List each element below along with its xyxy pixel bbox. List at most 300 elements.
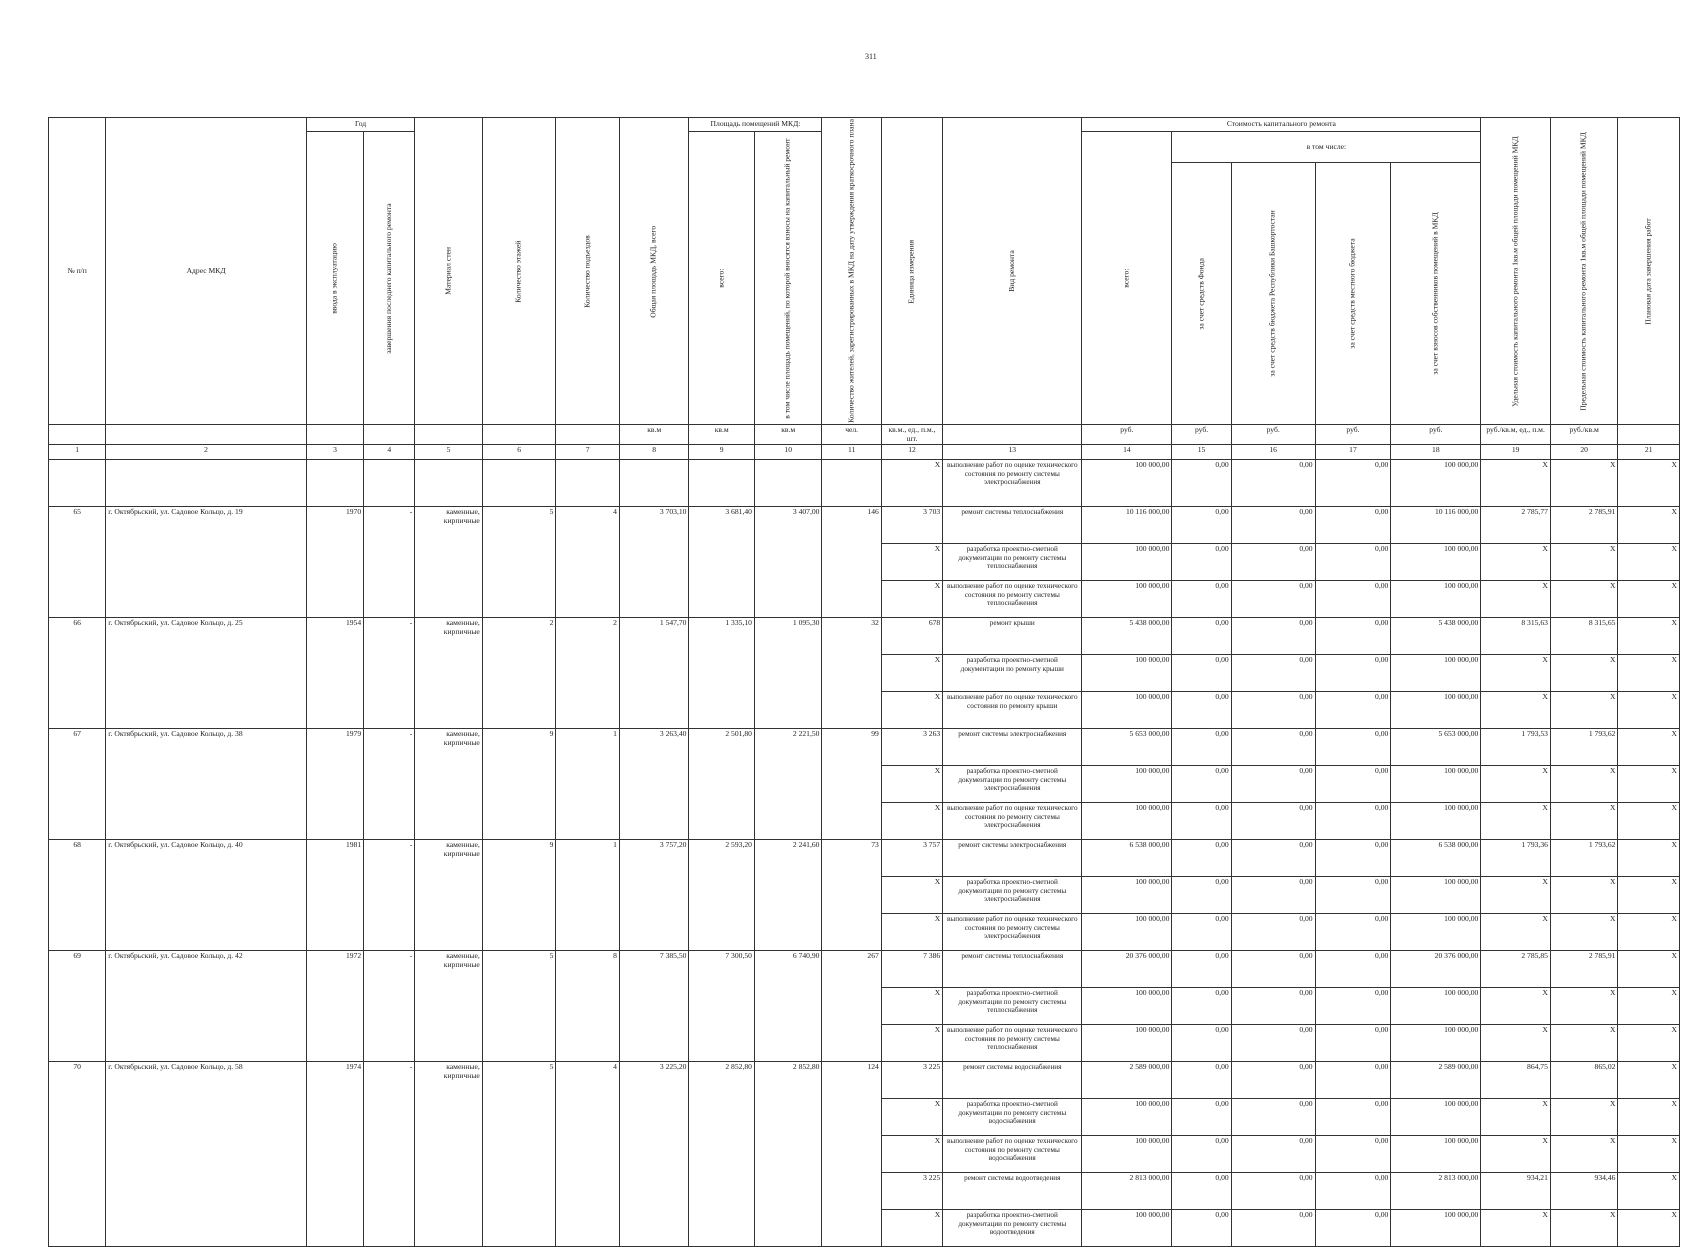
premises-area: 7 300,50 [689, 951, 754, 1062]
work-type: разработка проектно-сметной документации по ремонту системы электроснабжения [943, 766, 1082, 803]
column-number: 4 [364, 445, 415, 460]
cost-date: X [1618, 951, 1680, 988]
cost-rep: 0,00 [1231, 1099, 1315, 1136]
cost-lc: X [1550, 877, 1618, 914]
residents-count: 124 [822, 1062, 881, 1247]
work-quantity: X [881, 914, 942, 951]
cost-fund: 0,00 [1172, 1062, 1231, 1099]
row-number: 70 [49, 1062, 106, 1247]
cost-rep: 0,00 [1231, 1025, 1315, 1062]
cost-own: 100 000,00 [1391, 581, 1481, 618]
cost-fund: 0,00 [1172, 1099, 1231, 1136]
cost-total: 6 538 000,00 [1082, 840, 1172, 877]
cost-lc: 2 785,91 [1550, 507, 1618, 544]
cost-own: 100 000,00 [1391, 544, 1481, 581]
column-number: 5 [415, 445, 483, 460]
column-number: 13 [943, 445, 1082, 460]
wall-material: каменные, кирпичные [415, 840, 483, 951]
cost-fund: 0,00 [1172, 507, 1231, 544]
work-type: выполнение работ по оценке технического состояния по ремонту системы электроснабжения [943, 914, 1082, 951]
residents-count: 146 [822, 507, 881, 618]
cost-lc: 1 793,62 [1550, 729, 1618, 766]
building-address: г. Октябрьский, ул. Садовое Кольцо, д. 58 [106, 1062, 307, 1247]
hdr-floors: Количество этажей [482, 118, 556, 425]
cost-total: 2 813 000,00 [1082, 1173, 1172, 1210]
column-number: 9 [689, 445, 754, 460]
work-type: ремонт системы теплоснабжения [943, 951, 1082, 988]
row-number: 65 [49, 507, 106, 618]
total-area: 7 385,50 [619, 951, 689, 1062]
cost-date: X [1618, 840, 1680, 877]
work-type: выполнение работ по оценке технического состояния по ремонту системы электроснабжения [943, 803, 1082, 840]
work-quantity: X [881, 581, 942, 618]
column-number: 2 [106, 445, 307, 460]
cost-own: 100 000,00 [1391, 914, 1481, 951]
cost-total: 10 116 000,00 [1082, 507, 1172, 544]
cost-loc: 0,00 [1315, 1099, 1391, 1136]
cost-date: X [1618, 507, 1680, 544]
cost-uc: X [1481, 988, 1551, 1025]
cost-lc: X [1550, 581, 1618, 618]
cost-rep: 0,00 [1231, 877, 1315, 914]
cost-uc: X [1481, 581, 1551, 618]
entrances-count: 8 [556, 951, 619, 1062]
work-quantity: X [881, 544, 942, 581]
cost-loc: 0,00 [1315, 618, 1391, 655]
hdr-cost-incl: в том числе: [1172, 132, 1481, 163]
floors-count: 9 [482, 840, 556, 951]
residents-count: 267 [822, 951, 881, 1062]
hdr-limit-cost: Предельная стоимость капитального ремонта 1кв.м общей площади помещений МКД [1550, 118, 1618, 425]
table-row [49, 507, 1680, 544]
work-type: выполнение работ по оценке технического состояния по ремонту системы водоснабжения [943, 1136, 1082, 1173]
cost-loc: 0,00 [1315, 766, 1391, 803]
work-type: выполнение работ по оценке технического состояния по ремонту системы теплоснабжения [943, 1025, 1082, 1062]
work-type: ремонт системы электроснабжения [943, 840, 1082, 877]
hdr-address: Адрес МКД [106, 118, 307, 425]
cost-lc: 865,02 [1550, 1062, 1618, 1099]
cost-total: 5 653 000,00 [1082, 729, 1172, 766]
cost-total: 100 000,00 [1082, 655, 1172, 692]
cost-own: 6 538 000,00 [1391, 840, 1481, 877]
table-row [49, 729, 1680, 766]
cost-lc: X [1550, 988, 1618, 1025]
wall-material: каменные, кирпичные [415, 1062, 483, 1247]
cost-rep: 0,00 [1231, 766, 1315, 803]
cost-date: X [1618, 1099, 1680, 1136]
premises-area: 3 681,40 [689, 507, 754, 618]
cost-total: 2 589 000,00 [1082, 1062, 1172, 1099]
cost-uc: X [1481, 803, 1551, 840]
cost-rep: 0,00 [1231, 729, 1315, 766]
cost-total: 5 438 000,00 [1082, 618, 1172, 655]
building-address: г. Октябрьский, ул. Садовое Кольцо, д. 19 [106, 507, 307, 618]
work-quantity: X [881, 766, 942, 803]
cost-loc: 0,00 [1315, 1136, 1391, 1173]
column-number: 1 [49, 445, 106, 460]
work-type: разработка проектно-сметной документации по ремонту системы теплоснабжения [943, 988, 1082, 1025]
cost-loc: 0,00 [1315, 988, 1391, 1025]
total-area: 1 547,70 [619, 618, 689, 729]
cost-date: X [1618, 581, 1680, 618]
hdr-unit: Единица измерения [881, 118, 942, 425]
cost-total: 100 000,00 [1082, 803, 1172, 840]
cost-total: 100 000,00 [1082, 766, 1172, 803]
work-quantity: X [881, 1025, 942, 1062]
cost-rep: 0,00 [1231, 618, 1315, 655]
column-number: 18 [1391, 445, 1481, 460]
cost-total: 100 000,00 [1082, 1099, 1172, 1136]
cost-total: 20 376 000,00 [1082, 951, 1172, 988]
table-row [49, 618, 1680, 655]
total-area: 3 263,40 [619, 729, 689, 840]
hdr-cost-total: всего: [1082, 132, 1172, 425]
work-type: ремонт системы электроснабжения [943, 729, 1082, 766]
column-number: 12 [881, 445, 942, 460]
repair-plan-table [48, 117, 1680, 1247]
cost-total: 100 000,00 [1082, 1210, 1172, 1247]
cost-loc: 0,00 [1315, 803, 1391, 840]
premises-area: 1 335,10 [689, 618, 754, 729]
column-number: 16 [1231, 445, 1315, 460]
cost-fund: 0,00 [1172, 988, 1231, 1025]
column-number: 6 [482, 445, 556, 460]
cost-loc: 0,00 [1315, 507, 1391, 544]
building-address: г. Октябрьский, ул. Садовое Кольцо, д. 25 [106, 618, 307, 729]
cost-lc: X [1550, 1025, 1618, 1062]
wall-material: каменные, кирпичные [415, 618, 483, 729]
cost-date: X [1618, 914, 1680, 951]
hdr-year-commission: ввода в эксплуатацию [306, 132, 363, 425]
work-type: выполнение работ по оценке технического состояния по ремонту системы теплоснабжения [943, 581, 1082, 618]
work-quantity: X [881, 988, 942, 1025]
cost-date: X [1618, 1025, 1680, 1062]
entrances-count: 4 [556, 507, 619, 618]
column-number: 3 [306, 445, 363, 460]
cost-loc: 0,00 [1315, 692, 1391, 729]
hdr-premises-total: всего: [689, 132, 754, 425]
cost-rep: 0,00 [1231, 544, 1315, 581]
hdr-cost-group: Стоимость капитального ремонта [1082, 118, 1481, 132]
column-number: 15 [1172, 445, 1231, 460]
row-number: 66 [49, 618, 106, 729]
cost-uc: X [1481, 692, 1551, 729]
cost-lc: X [1550, 544, 1618, 581]
floors-count: 2 [482, 618, 556, 729]
premises-area: 2 593,20 [689, 840, 754, 951]
paying-area: 2 241,60 [754, 840, 822, 951]
column-number: 19 [1481, 445, 1551, 460]
cost-lc: 1 793,62 [1550, 840, 1618, 877]
cost-own: 100 000,00 [1391, 766, 1481, 803]
cost-date: X [1618, 618, 1680, 655]
cost-loc: 0,00 [1315, 840, 1391, 877]
work-quantity: 678 [881, 618, 942, 655]
last-repair-year: - [364, 1062, 415, 1247]
cost-rep: 0,00 [1231, 581, 1315, 618]
work-quantity: 3 225 [881, 1173, 942, 1210]
work-quantity: X [881, 1099, 942, 1136]
work-quantity: X [881, 877, 942, 914]
cost-loc: 0,00 [1315, 914, 1391, 951]
cost-loc: 0,00 [1315, 877, 1391, 914]
hdr-unit-cost: Удельная стоимость капитального ремонта 1кв.м общей площади помещений МКД [1481, 118, 1551, 425]
paying-area: 3 407,00 [754, 507, 822, 618]
cost-fund: 0,00 [1172, 1173, 1231, 1210]
hdr-cost-fund: за счет средств Фонда [1172, 163, 1231, 425]
paying-area: 2 221,50 [754, 729, 822, 840]
hdr-wall: Материал стен [415, 118, 483, 425]
cost-lc: 2 785,91 [1550, 951, 1618, 988]
cost-rep: 0,00 [1231, 692, 1315, 729]
cost-loc: 0,00 [1315, 1173, 1391, 1210]
work-quantity: X [881, 1136, 942, 1173]
paying-area: 6 740,90 [754, 951, 822, 1062]
cost-lc: X [1550, 692, 1618, 729]
cost-rep: 0,00 [1231, 1062, 1315, 1099]
entrances-count: 1 [556, 840, 619, 951]
column-number: 7 [556, 445, 619, 460]
paying-area: 2 852,80 [754, 1062, 822, 1247]
cost-loc: 0,00 [1315, 1025, 1391, 1062]
cost-total: 100 000,00 [1082, 1136, 1172, 1173]
commission-year: 1981 [306, 840, 363, 951]
cost-own: 20 376 000,00 [1391, 951, 1481, 988]
total-area: 3 225,20 [619, 1062, 689, 1247]
hdr-year-group: Год [306, 118, 414, 132]
entrances-count: 2 [556, 618, 619, 729]
cost-rep: 0,00 [1231, 951, 1315, 988]
cost-loc: 0,00 [1315, 544, 1391, 581]
wall-material: каменные, кирпичные [415, 951, 483, 1062]
building-address: г. Октябрьский, ул. Садовое Кольцо, д. 40 [106, 840, 307, 951]
cost-own: 5 438 000,00 [1391, 618, 1481, 655]
hdr-residents: Количество жителей, зарегистрированных в МКД на дату утверждения краткосрочного плана [822, 118, 881, 425]
column-number: 20 [1550, 445, 1618, 460]
commission-year: 1954 [306, 618, 363, 729]
floors-count: 5 [482, 1062, 556, 1247]
last-repair-year: - [364, 840, 415, 951]
cost-lc: X [1550, 914, 1618, 951]
cost-fund: 0,00 [1172, 655, 1231, 692]
cost-fund: 0,00 [1172, 951, 1231, 988]
work-quantity: X [881, 655, 942, 692]
cost-loc: 0,00 [1315, 581, 1391, 618]
cost-date: X [1618, 1136, 1680, 1173]
total-area: 3 757,20 [619, 840, 689, 951]
cost-own: 100 000,00 [1391, 1136, 1481, 1173]
floors-count: 9 [482, 729, 556, 840]
column-number: 14 [1082, 445, 1172, 460]
cost-total: 100 000,00 [1082, 988, 1172, 1025]
column-number: 10 [754, 445, 822, 460]
cost-total: 100 000,00 [1082, 914, 1172, 951]
work-quantity: 3 263 [881, 729, 942, 766]
cost-lc: X [1550, 766, 1618, 803]
cost-uc: 8 315,63 [1481, 618, 1551, 655]
work-type: ремонт системы водоснабжения [943, 1062, 1082, 1099]
hdr-cost-local: за счет средств местного бюджета [1315, 163, 1391, 425]
wall-material: каменные, кирпичные [415, 729, 483, 840]
cost-own: 100 000,00 [1391, 1099, 1481, 1136]
column-number: 8 [619, 445, 689, 460]
work-type: разработка проектно-сметной документации по ремонту крыши [943, 655, 1082, 692]
work-quantity: 7 386 [881, 951, 942, 988]
cost-rep: 0,00 [1231, 1210, 1315, 1247]
cost-own: 100 000,00 [1391, 1210, 1481, 1247]
hdr-cost-republic: за счет средств бюджета Республики Башкортостан [1231, 163, 1315, 425]
work-type: ремонт системы водоотведения [943, 1173, 1082, 1210]
cost-date: X [1618, 803, 1680, 840]
hdr-work-type: Вид ремонта [943, 118, 1082, 425]
floors-count: 5 [482, 507, 556, 618]
cost-fund: 0,00 [1172, 840, 1231, 877]
cost-lc: X [1550, 1210, 1618, 1247]
row-number: 69 [49, 951, 106, 1062]
last-repair-year: - [364, 507, 415, 618]
cost-lc: X [1550, 1136, 1618, 1173]
cost-lc: X [1550, 655, 1618, 692]
cost-uc: 2 785,77 [1481, 507, 1551, 544]
cost-rep: 0,00 [1231, 914, 1315, 951]
cost-own: 100 000,00 [1391, 877, 1481, 914]
cost-fund: 0,00 [1172, 766, 1231, 803]
table-row [49, 840, 1680, 877]
cost-date: X [1618, 1210, 1680, 1247]
cost-fund: 0,00 [1172, 544, 1231, 581]
hdr-no: № п/п [49, 118, 106, 425]
entrances-count: 4 [556, 1062, 619, 1247]
cost-uc: X [1481, 655, 1551, 692]
cost-fund: 0,00 [1172, 914, 1231, 951]
cost-own: 100 000,00 [1391, 692, 1481, 729]
cost-loc: 0,00 [1315, 1062, 1391, 1099]
premises-area: 2 852,80 [689, 1062, 754, 1247]
building-address: г. Октябрьский, ул. Садовое Кольцо, д. 38 [106, 729, 307, 840]
total-area: 3 703,10 [619, 507, 689, 618]
cost-lc: X [1550, 803, 1618, 840]
column-numbers-row [49, 445, 1680, 460]
cost-date: X [1618, 655, 1680, 692]
residents-count: 32 [822, 618, 881, 729]
cost-fund: 0,00 [1172, 1210, 1231, 1247]
work-quantity: 3 703 [881, 507, 942, 544]
cost-lc: 934,46 [1550, 1173, 1618, 1210]
cost-own: 10 116 000,00 [1391, 507, 1481, 544]
work-quantity: 3 757 [881, 840, 942, 877]
work-quantity: X [881, 692, 942, 729]
cost-uc: 1 793,53 [1481, 729, 1551, 766]
work-type: разработка проектно-сметной документации по ремонту системы электроснабжения [943, 877, 1082, 914]
row-number: 67 [49, 729, 106, 840]
cost-uc: 864,75 [1481, 1062, 1551, 1099]
cost-uc: X [1481, 1210, 1551, 1247]
cost-loc: 0,00 [1315, 1210, 1391, 1247]
cost-date: X [1618, 1062, 1680, 1099]
cost-loc: 0,00 [1315, 729, 1391, 766]
table-row [49, 1062, 1680, 1099]
column-number: 17 [1315, 445, 1391, 460]
cost-rep: 0,00 [1231, 840, 1315, 877]
hdr-plan-date: Плановая дата завершения работ [1618, 118, 1680, 425]
floors-count: 5 [482, 951, 556, 1062]
paying-area: 1 095,30 [754, 618, 822, 729]
building-address: г. Октябрьский, ул. Садовое Кольцо, д. 42 [106, 951, 307, 1062]
cost-own: 100 000,00 [1391, 988, 1481, 1025]
cost-date: X [1618, 1173, 1680, 1210]
residents-count: 73 [822, 840, 881, 951]
commission-year: 1974 [306, 1062, 363, 1247]
cost-own: 100 000,00 [1391, 1025, 1481, 1062]
cost-fund: 0,00 [1172, 1136, 1231, 1173]
residents-count: 99 [822, 729, 881, 840]
work-type: ремонт системы теплоснабжения [943, 507, 1082, 544]
cost-fund: 0,00 [1172, 1025, 1231, 1062]
work-quantity: X [881, 803, 942, 840]
cost-total: 100 000,00 [1082, 544, 1172, 581]
page-number: 311 [865, 52, 877, 61]
cost-uc: X [1481, 544, 1551, 581]
cost-own: 2 813 000,00 [1391, 1173, 1481, 1210]
hdr-premises-paying: в том числе площадь помещений, по которой вносятся взносы на капитальный ремонт [754, 132, 822, 425]
cost-date: X [1618, 692, 1680, 729]
work-quantity: X [881, 1210, 942, 1247]
row-number: 68 [49, 840, 106, 951]
wall-material: каменные, кирпичные [415, 507, 483, 618]
last-repair-year: - [364, 618, 415, 729]
hdr-total-area: Общая площадь МКД, всего [619, 118, 689, 425]
commission-year: 1979 [306, 729, 363, 840]
last-repair-year: - [364, 729, 415, 840]
cost-rep: 0,00 [1231, 803, 1315, 840]
work-type: разработка проектно-сметной документации по ремонту системы теплоснабжения [943, 544, 1082, 581]
cost-date: X [1618, 729, 1680, 766]
cost-own: 100 000,00 [1391, 655, 1481, 692]
work-quantity: 3 225 [881, 1062, 942, 1099]
cost-date: X [1618, 988, 1680, 1025]
cost-uc: X [1481, 1136, 1551, 1173]
cost-total: 100 000,00 [1082, 877, 1172, 914]
cost-total: 100 000,00 [1082, 1025, 1172, 1062]
hdr-year-last: завершения последнего капитального ремонта [364, 132, 415, 425]
cost-total: 100 000,00 [1082, 581, 1172, 618]
cost-fund: 0,00 [1172, 877, 1231, 914]
cost-uc: 1 793,36 [1481, 840, 1551, 877]
cost-uc: X [1481, 914, 1551, 951]
work-type: ремонт крыши [943, 618, 1082, 655]
cost-uc: 934,21 [1481, 1173, 1551, 1210]
hdr-entrances: Количество подъездов [556, 118, 619, 425]
cost-fund: 0,00 [1172, 581, 1231, 618]
commission-year: 1972 [306, 951, 363, 1062]
cost-rep: 0,00 [1231, 507, 1315, 544]
cost-loc: 0,00 [1315, 951, 1391, 988]
cost-lc: X [1550, 1099, 1618, 1136]
cost-own: 5 653 000,00 [1391, 729, 1481, 766]
hdr-cost-owners: за счет взносов собственников помещений в МКД [1391, 163, 1481, 425]
cost-uc: X [1481, 1099, 1551, 1136]
cost-fund: 0,00 [1172, 692, 1231, 729]
cost-uc: X [1481, 1025, 1551, 1062]
cost-fund: 0,00 [1172, 803, 1231, 840]
cost-uc: X [1481, 877, 1551, 914]
cost-rep: 0,00 [1231, 655, 1315, 692]
table-row: X выполнение работ по оценке технического состояния по ремонту системы электроснабжения 100 000,00 0,00 0,00 0,00 100 000,00 X X X [49, 460, 1680, 507]
cost-lc: 8 315,65 [1550, 618, 1618, 655]
entrances-count: 1 [556, 729, 619, 840]
work-type: разработка проектно-сметной документации по ремонту системы водоотведения [943, 1210, 1082, 1247]
cost-total: 100 000,00 [1082, 692, 1172, 729]
